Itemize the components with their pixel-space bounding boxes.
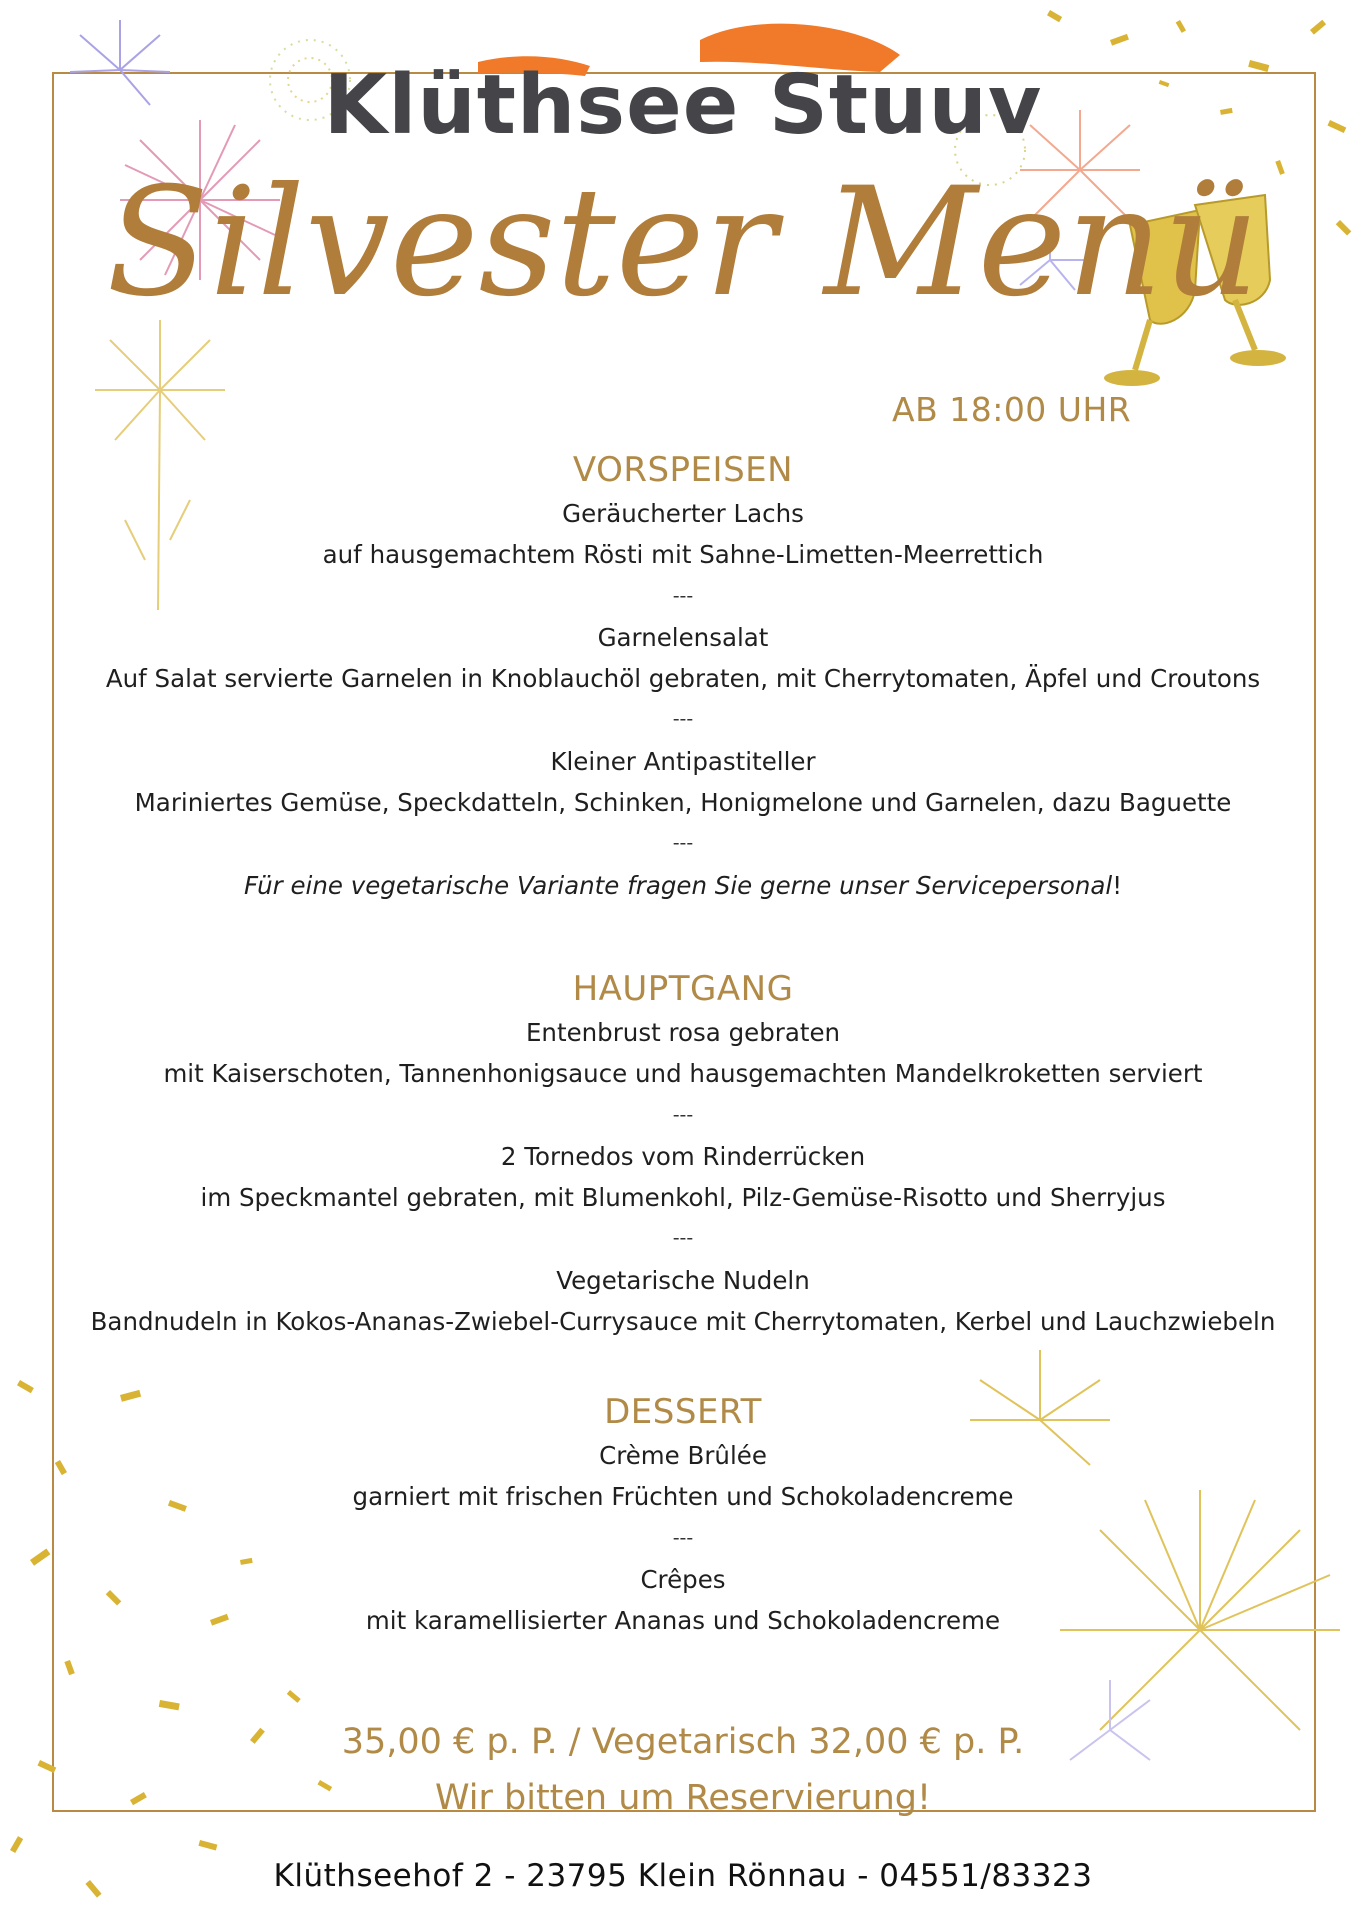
separator: --- [672,1103,694,1126]
separator: --- [672,1227,694,1250]
dish-name: Geräucherter Lachs [562,499,804,528]
vegetarian-note-text: Für eine vegetarische Variante fragen Sie gerne unser Servicepersonal [243,870,1113,900]
pricing [0,1714,1366,1826]
separator: --- [672,1526,694,1549]
vegetarian-note-end: ! [1112,870,1123,900]
dish-description: Auf Salat servierte Garnelen in Knoblauchöl gebraten, mit Cherrytomaten, Äpfel und Croutons [105,664,1261,694]
dish-name: Garnelensalat [597,622,769,652]
dish-name: Vegetarische Nudeln [556,1265,810,1295]
dish-description: auf hausgemachtem Rösti mit Sahne-Limetten-Meerrettich [322,540,1044,570]
dish-description: mit Kaiserschoten, Tannenhonigsauce und hausgemachten Mandelkroketten serviert [163,1059,1203,1089]
separator: --- [672,708,694,731]
vegetarian-note [0,865,1366,906]
address: Klüthseehof 2 - 23795 Klein Rönnau - 04551/83323 [273,1858,1093,1894]
dish-name: Crêpes [640,1564,726,1594]
dish-description: Bandnudeln in Kokos-Ananas-Zwiebel-Currysauce mit Cherrytomaten, Kerbel und Lauchzwiebeln [90,1307,1276,1337]
separator: --- [672,832,694,855]
dish-description: im Speckmantel gebraten, mit Blumenkohl, Pilz-Gemüse-Risotto und Sherryjus [200,1183,1166,1213]
dish-description: Mariniertes Gemüse, Speckdatteln, Schinken, Honigmelone und Garnelen, dazu Baguette [134,788,1232,818]
section-main [0,966,1366,1342]
section-heading: HAUPTGANG [572,969,794,1009]
section-heading: VORSPEISEN [572,450,794,490]
dish-name: Entenbrust rosa gebraten [525,1018,841,1047]
reservation-note: Wir bitten um Reservierung! [434,1778,932,1818]
price-line: 35,00 € p. P. / Vegetarisch 32,00 € p. P. [341,1722,1025,1762]
section-starters [0,447,1366,906]
start-time: AB 18:00 UHR [892,390,1132,429]
dish-description: mit karamellisierter Ananas und Schokoladencreme [365,1606,1001,1636]
section-dessert [0,1389,1366,1641]
dish-name: Kleiner Antipastiteller [550,746,816,776]
separator: --- [672,584,694,607]
dish-name: Crème Brûlée [599,1441,767,1470]
restaurant-logo: Klüthsee Stuuv [323,58,1043,153]
dish-name: 2 Tornedos vom Rinderrücken [500,1141,866,1171]
page-title: Silvester Menü [106,156,1260,330]
dish-description: garniert mit frischen Früchten und Schokoladencreme [352,1482,1014,1512]
section-heading: DESSERT [604,1392,762,1432]
